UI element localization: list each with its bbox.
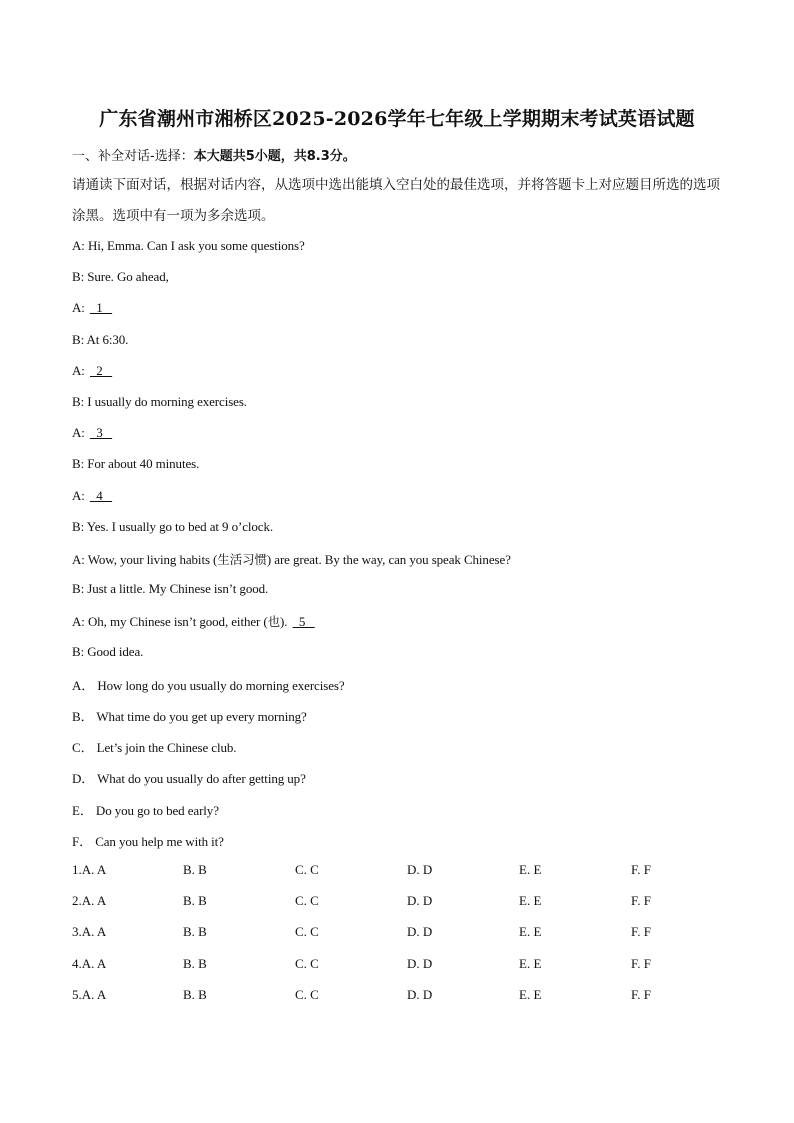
speaker-label: B:	[72, 581, 88, 597]
dialogue-text: Sure. Go ahead,	[87, 269, 169, 285]
dialogue-text: Oh, my Chinese isn’t good, either (也).	[87, 614, 288, 630]
speaker-label: B:	[72, 394, 88, 409]
blank-1[interactable]: 1	[89, 300, 113, 316]
dialogue-line	[72, 456, 199, 472]
dialogue-text: Just a little. My Chinese isn’t good.	[87, 581, 269, 597]
option-text: What do you usually do after getting up?	[97, 771, 306, 787]
speaker-label: A:	[72, 487, 88, 503]
option-letter: F．	[72, 833, 96, 849]
answer-choice[interactable]: D. D	[407, 893, 433, 909]
option-item[interactable]	[72, 768, 306, 787]
section-heading	[72, 145, 356, 164]
blank-4[interactable]: 4	[89, 487, 113, 503]
option-letter: B．	[72, 709, 97, 724]
dialogue-line	[72, 425, 114, 441]
answer-choice[interactable]: F. F	[631, 924, 651, 940]
answer-choice[interactable]: B. B	[183, 924, 207, 940]
dialogue-text: Wow, your living habits (生活习惯) are great. By the way, can you speak Chinese?	[87, 552, 511, 567]
dialogue-text: For about 40 minutes.	[87, 456, 200, 472]
answer-choice[interactable]: E. E	[519, 893, 542, 909]
dialogue-text: At 6:30.	[86, 331, 129, 347]
option-item[interactable]	[72, 706, 307, 725]
answer-choice[interactable]: F. F	[631, 862, 651, 877]
dialogue-line	[72, 269, 169, 285]
answer-choice[interactable]: E. E	[519, 955, 542, 971]
option-text: How long do you usually do morning exercises?	[97, 677, 345, 693]
dialogue-text: Yes. I usually go to bed at 9 o’clock.	[86, 518, 274, 534]
speaker-label: A:	[72, 425, 88, 441]
answer-choice[interactable]: E. E	[519, 986, 542, 1002]
answer-row	[72, 862, 722, 882]
answer-choice[interactable]: F. F	[631, 955, 651, 971]
answer-choice[interactable]: 1.A. A	[72, 862, 107, 877]
dialogue-line	[72, 394, 247, 410]
blank-2[interactable]: 2	[89, 362, 113, 378]
option-item[interactable]	[72, 675, 345, 694]
dialogue-line	[72, 612, 317, 630]
option-text: What time do you get up every morning?	[96, 709, 307, 724]
dialogue-line	[72, 581, 268, 597]
answer-row	[72, 924, 722, 944]
dialogue-line	[72, 363, 114, 379]
speaker-label: B:	[72, 269, 88, 285]
speaker-label: A:	[72, 614, 88, 630]
answer-row	[72, 956, 722, 976]
option-letter: E．	[72, 802, 96, 818]
answer-choice[interactable]: E. E	[519, 924, 542, 940]
answer-choice[interactable]: B. B	[183, 955, 207, 971]
answer-choice[interactable]: 4.A. A	[72, 955, 107, 971]
speaker-label: B:	[72, 331, 87, 347]
option-item[interactable]	[72, 737, 236, 756]
option-letter: D．	[72, 771, 98, 787]
answer-choice[interactable]: 3.A. A	[72, 924, 107, 940]
answer-choice[interactable]: D. D	[407, 986, 433, 1002]
dialogue-line	[72, 644, 143, 660]
dialogue-text: Good idea.	[87, 643, 144, 659]
answer-choice[interactable]: 2.A. A	[72, 893, 107, 909]
option-item[interactable]	[72, 800, 219, 819]
dialogue-text: Hi, Emma. Can I ask you some questions?	[87, 238, 305, 253]
section-bold-text: 本大题共5小题，共8.3分。	[193, 149, 356, 164]
answer-choice[interactable]: C. C	[295, 893, 319, 909]
dialogue-text: I usually do morning exercises.	[87, 394, 247, 409]
dialogue-line	[72, 519, 273, 535]
answer-choice[interactable]: F. F	[631, 893, 651, 909]
speaker-label: B:	[72, 518, 87, 534]
blank-3[interactable]: 3	[89, 425, 113, 441]
instruction-paragraph: 请通读下面对话，根据对话内容，从选项中选出能填入空白处的最佳选项，并将答题卡上对应题目所选的选项涂黑。选项中有一项为多余选项。	[72, 177, 720, 224]
answer-choice[interactable]: B. B	[183, 862, 207, 877]
answer-choice[interactable]: B. B	[183, 986, 207, 1002]
speaker-label: A:	[72, 300, 88, 316]
option-text: Can you help me with it?	[95, 833, 224, 849]
speaker-label: B:	[72, 456, 88, 472]
option-text: Do you go to bed early?	[95, 802, 219, 818]
answer-row	[72, 987, 722, 1007]
speaker-label: A:	[72, 552, 88, 567]
page-title: 广东省潮州市湘桥区2025-2026学年七年级上学期期末考试英语试题	[99, 108, 695, 130]
section-prefix: 一、补全对话-选择：	[72, 149, 194, 164]
answer-choice[interactable]: D. D	[407, 924, 433, 940]
speaker-label: A:	[72, 362, 88, 378]
blank-5[interactable]: 5	[292, 614, 315, 630]
answer-choice[interactable]: C. C	[295, 924, 319, 940]
dialogue-line	[72, 488, 114, 504]
answer-choice[interactable]: C. C	[295, 862, 319, 877]
option-text: Let’s join the Chinese club.	[96, 740, 237, 756]
answer-choice[interactable]: D. D	[407, 862, 433, 877]
answer-choice[interactable]: C. C	[295, 986, 319, 1002]
speaker-label: A:	[72, 238, 88, 253]
dialogue-line	[72, 238, 305, 254]
dialogue-line	[72, 332, 128, 348]
answer-choice[interactable]: F. F	[631, 986, 651, 1002]
dialogue-line	[72, 300, 114, 316]
speaker-label: B:	[72, 643, 88, 659]
answer-choice[interactable]: D. D	[407, 955, 433, 971]
answer-choice[interactable]: E. E	[519, 862, 542, 877]
dialogue-line	[72, 550, 511, 568]
answer-choice[interactable]: 5.A. A	[72, 986, 107, 1002]
option-letter: C．	[72, 740, 97, 756]
option-item[interactable]	[72, 831, 224, 850]
answer-row	[72, 893, 722, 913]
option-letter: A．	[72, 677, 98, 693]
answer-choice[interactable]: C. C	[295, 955, 319, 971]
answer-choice[interactable]: B. B	[183, 893, 207, 909]
